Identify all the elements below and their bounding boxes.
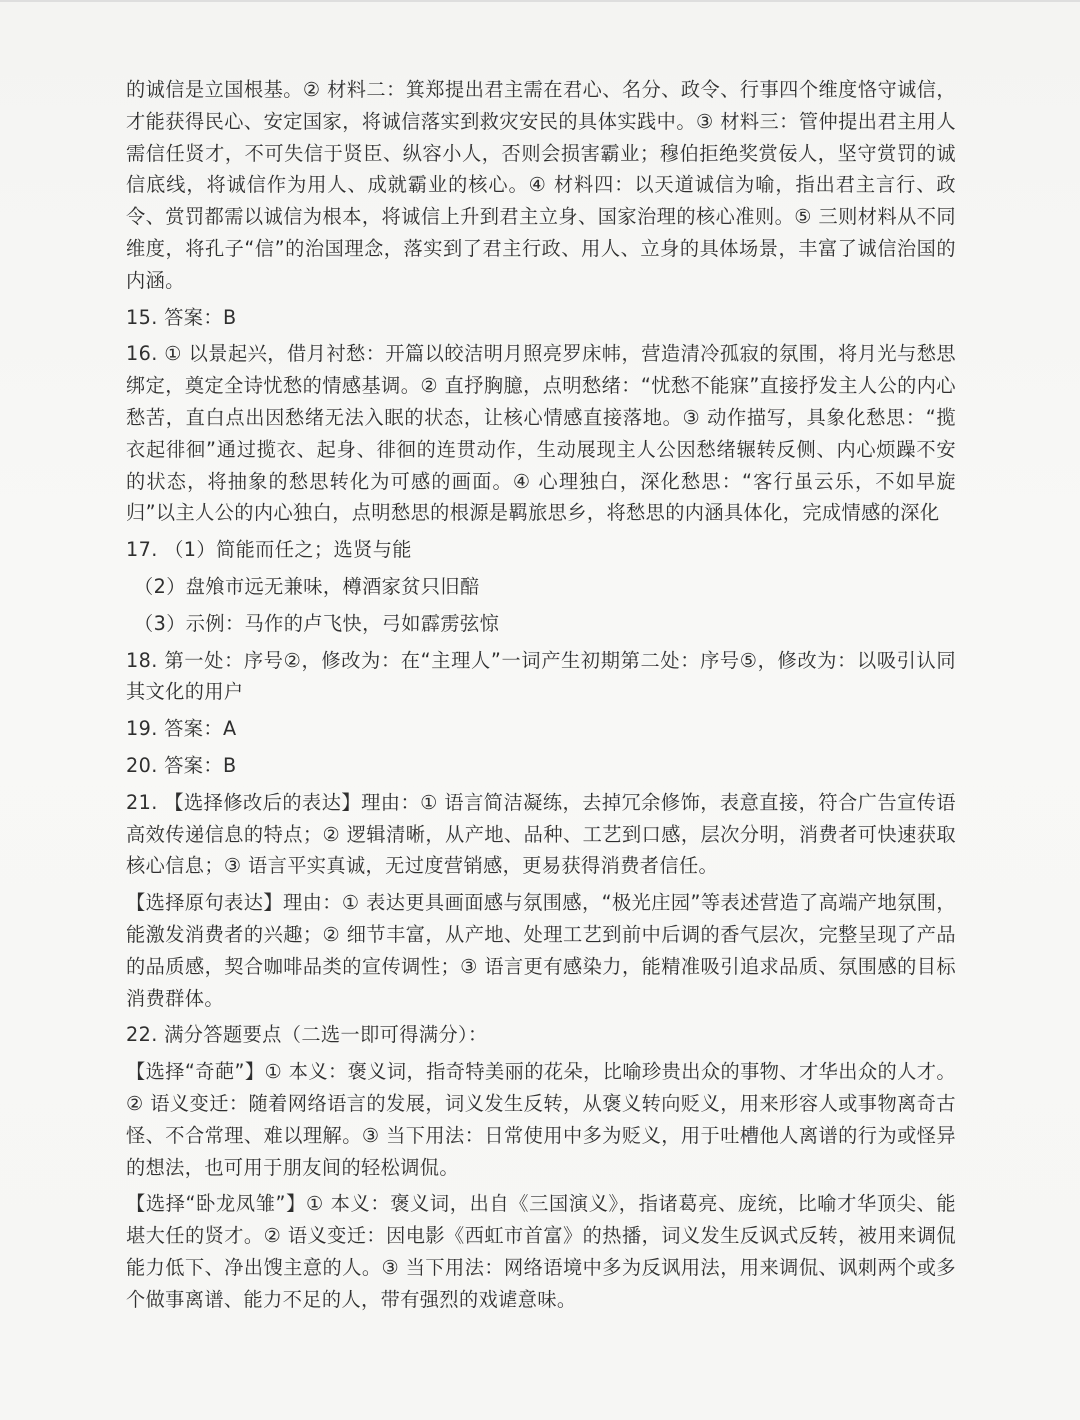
answer-17-part-1: 17. （1）简能而任之；选贤与能: [126, 538, 412, 562]
answer-17-part-2: （2）盘飧市远无兼味，樽酒家贫只旧醅: [134, 574, 480, 598]
answer-22-option-wolong-fengchu: 【选择“卧龙凤雏”】① 本义：褒义词，出自《三国演义》，指诸葛亮、庞统，比喻才华顶尖、能堪大任的贤才。② 语义变迁：因电影《西虹市首富》的热播，词义发生反讽式反转，被用来调侃能力低下、净出馊主意的人。③ 当下用法：网络语境中多为反讽用法，用来调侃、讽刺两个或多个做事离谱、能力不足的人，带有强烈的戏谑意味。: [126, 1192, 956, 1311]
answer-17-part-3: （3）示例：马作的卢飞快，弓如霹雳弦惊: [134, 611, 500, 635]
answer-20: 20. 答案：B: [126, 753, 237, 777]
answer-22-heading: 22. 满分答题要点（二选一即可得满分）：: [126, 1023, 488, 1047]
answer-22-option-qipa: 【选择“奇葩”】① 本义：褒义词，指奇特美丽的花朵，比喻珍贵出众的事物、才华出众的人才。② 语义变迁：随着网络语言的发展，词义发生反转，从褒义转向贬义，用来形容人或事物离奇古怪、不合常理、难以理解。③ 当下用法：日常使用中多为贬义，用于吐槽他人离谱的行为或怪异的想法，也可用于朋友间的轻松调侃。: [126, 1060, 956, 1179]
answer-21-option-original: 【选择原句表达】理由：① 表达更具画面感与氛围感，“极光庄园”等表述营造了高端产地氛围，能激发消费者的兴趣；② 细节丰富，从产地、处理工艺到前中后调的香气层次，完整呈现了产品的品质感，契合咖啡品类的宣传调性；③ 语言更有感染力，能精准吸引追求品质、氛围感的目标消费群体。: [126, 891, 956, 1010]
material-analysis-paragraph: 的诚信是立国根基。② 材料二：箕郑提出君主需在君心、名分、政令、行事四个维度恪守诚信，才能获得民心、安定国家，将诚信落实到救灾安民的具体实践中。③ 材料三：管仲提出君主用人需信任贤才，不可失信于贤臣、纵容小人，否则会损害霸业；穆伯拒绝奖赏佞人，坚守赏罚的诚信底线，将诚信作为用人、成就霸业的核心。④ 材料四：以天道诚信为喻，指出君主言行、政令、赏罚都需以诚信为根本，将诚信上升到君主立身、国家治理的核心准则。⑤ 三则材料从不同维度，将孔子“信”的治国理念，落实到了君主行政、用人、立身的具体场景，丰富了诚信治国的内涵。: [126, 78, 956, 292]
answer-21-option-revised: 21. 【选择修改后的表达】理由：① 语言简洁凝练，去掉冗余修饰，表意直接，符合广告宣传语高效传递信息的特点；② 逻辑清晰，从产地、品种、工艺到口感，层次分明，消费者可快速获取核心信息；③ 语言平实真诚，无过度营销感，更易获得消费者信任。: [126, 790, 956, 878]
answer-19: 19. 答案：A: [126, 717, 237, 741]
answer-15: 15. 答案：B: [126, 305, 237, 329]
answer-18: 18. 第一处：序号②，修改为：在“主理人”一词产生初期第二处：序号⑤，修改为：以吸引认同其文化的用户: [126, 648, 956, 704]
answer-text-body: [126, 74, 956, 1320]
answer-16: 16. ① 以景起兴，借月衬愁：开篇以皎洁明月照亮罗床帏，营造清冷孤寂的氛围，将月光与愁思绑定，奠定全诗忧愁的情感基调。② 直抒胸臆，点明愁绪：“忧愁不能寐”直接抒发主人公的内心愁苦，直白点出因愁绪无法入眠的状态，让核心情感直接落地。③ 动作描写，具象化愁思：“揽衣起徘徊”通过揽衣、起身、徘徊的连贯动作，生动展现主人公因愁绪辗转反侧、内心烦躁不安的状态，将抽象的愁思转化为可感的画面。④ 心理独白，深化愁思：“客行虽云乐，不如早旋归”以主人公的内心独白，点明愁思的根源是羁旅思乡，将愁思的内涵具体化，完成情感的深化: [126, 342, 956, 525]
